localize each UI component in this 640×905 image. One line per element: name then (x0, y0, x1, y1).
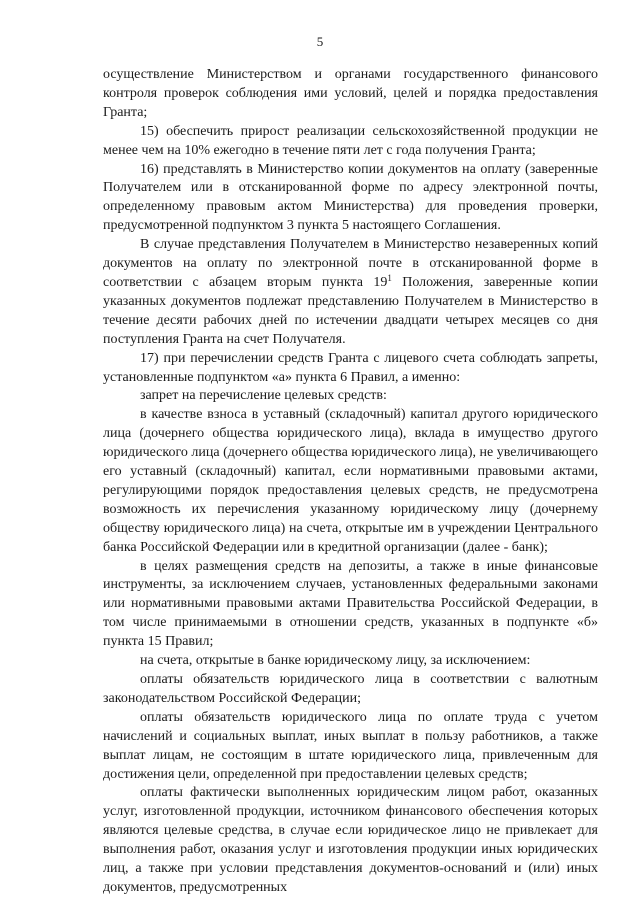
paragraph-deposits: в целях размещения средств на депозиты, а также в иные финансовые инструменты, за исключением случаев, установленных федеральными законами или нормативными правовыми актами Правительства Российской Федерации, в том числе принимаемыми в отношении средств, указанных в подпункте «б» пункта 15 Правил; (103, 558, 598, 650)
paragraph-text-part: В случае представления Получателем в Министерство незаверенных копий документов на оплату по электронной почте в отсканированной форме в соответствии с абзацем вторым пункта 19 (103, 237, 598, 290)
paragraph-bank-accounts: на счета, открытые в банке юридическому лицу, за исключением: (140, 653, 531, 669)
paragraph-labor-payments: оплаты обязательств юридического лица по оплате труда с учетом начислений и социальных выплат, иных выплат в пользу работников, а также выплат лицам, не состоящим в штате юридического лица, привлеченным для достижения цели, определенной при предоставлении целевых средств; (103, 709, 598, 782)
paragraph-item-16: 16) представлять в Министерство копии документов на оплату (заверенные Получателем или в отсканированной форме по адресу электронной почты, определенному правовым актом Министерства) для проведения проверки, предусмотренной подпунктом 3 пункта 5 настоящего Соглашения. (103, 161, 598, 234)
paragraph-completed-works: оплаты фактически выполненных юридическим лицом работ, оказанных услуг, изготовленной продукции, источником финансового обеспечения которых являются целевые средства, в случае если юридическое лицо не привлекает для выполнения работ, оказания услуг и изготовления продукции иных юридических лиц, а также при условии представления документов-оснований и (или) иных документов, предусмотренных (103, 785, 598, 895)
paragraph-charter-capital: в качестве взноса в уставный (складочный) капитал другого юридического лица (дочернего общества юридического лица), вклада в имущество другого юридического лица (дочернего общества юридического лица), не увеличивающего его уставный (складочный) капитал, если нормативными правовыми актами, регулирующими порядок предоставления целевых средств, не предусмотрена возможность их перечисления указанному юридическому лицу (дочернему обществу юридического лица) на счета, открытые им в учреждении Центрального банка Российской Федерации или в кредитной организации (далее - банк); (103, 407, 598, 555)
paragraph-currency-obligations: оплаты обязательств юридического лица в соответствии с валютным законодательством Российской Федерации; (103, 672, 598, 706)
paragraph-unassured-copies (103, 236, 598, 349)
superscript-marker: 1 (387, 272, 392, 283)
page-number: 5 (316, 34, 324, 49)
paragraph-continuation: осуществление Министерством и органами государственного финансового контроля проверок соблюдения ими условий, целей и порядка предоставления Гранта; (103, 67, 598, 120)
document-body (103, 66, 598, 898)
paragraph-item-17: 17) при перечислении средств Гранта с лицевого счета соблюдать запреты, установленные подпунктом «а» пункта 6 Правил, а именно: (103, 350, 598, 385)
paragraph-prohibition-heading: запрет на перечисление целевых средств: (140, 388, 387, 404)
paragraph-text-part: Положения, заверенные копии указанных документов подлежат представлению Получателем в Министерство в течение десяти рабочих дней по истечении двадцати четырех месяцев со дня поступления Гранта на счет Получателя. (103, 274, 599, 347)
paragraph-item-15: 15) обеспечить прирост реализации сельскохозяйственной продукции не менее чем на 10% ежегодно в течение пяти лет с года получения Гранта; (103, 123, 598, 158)
